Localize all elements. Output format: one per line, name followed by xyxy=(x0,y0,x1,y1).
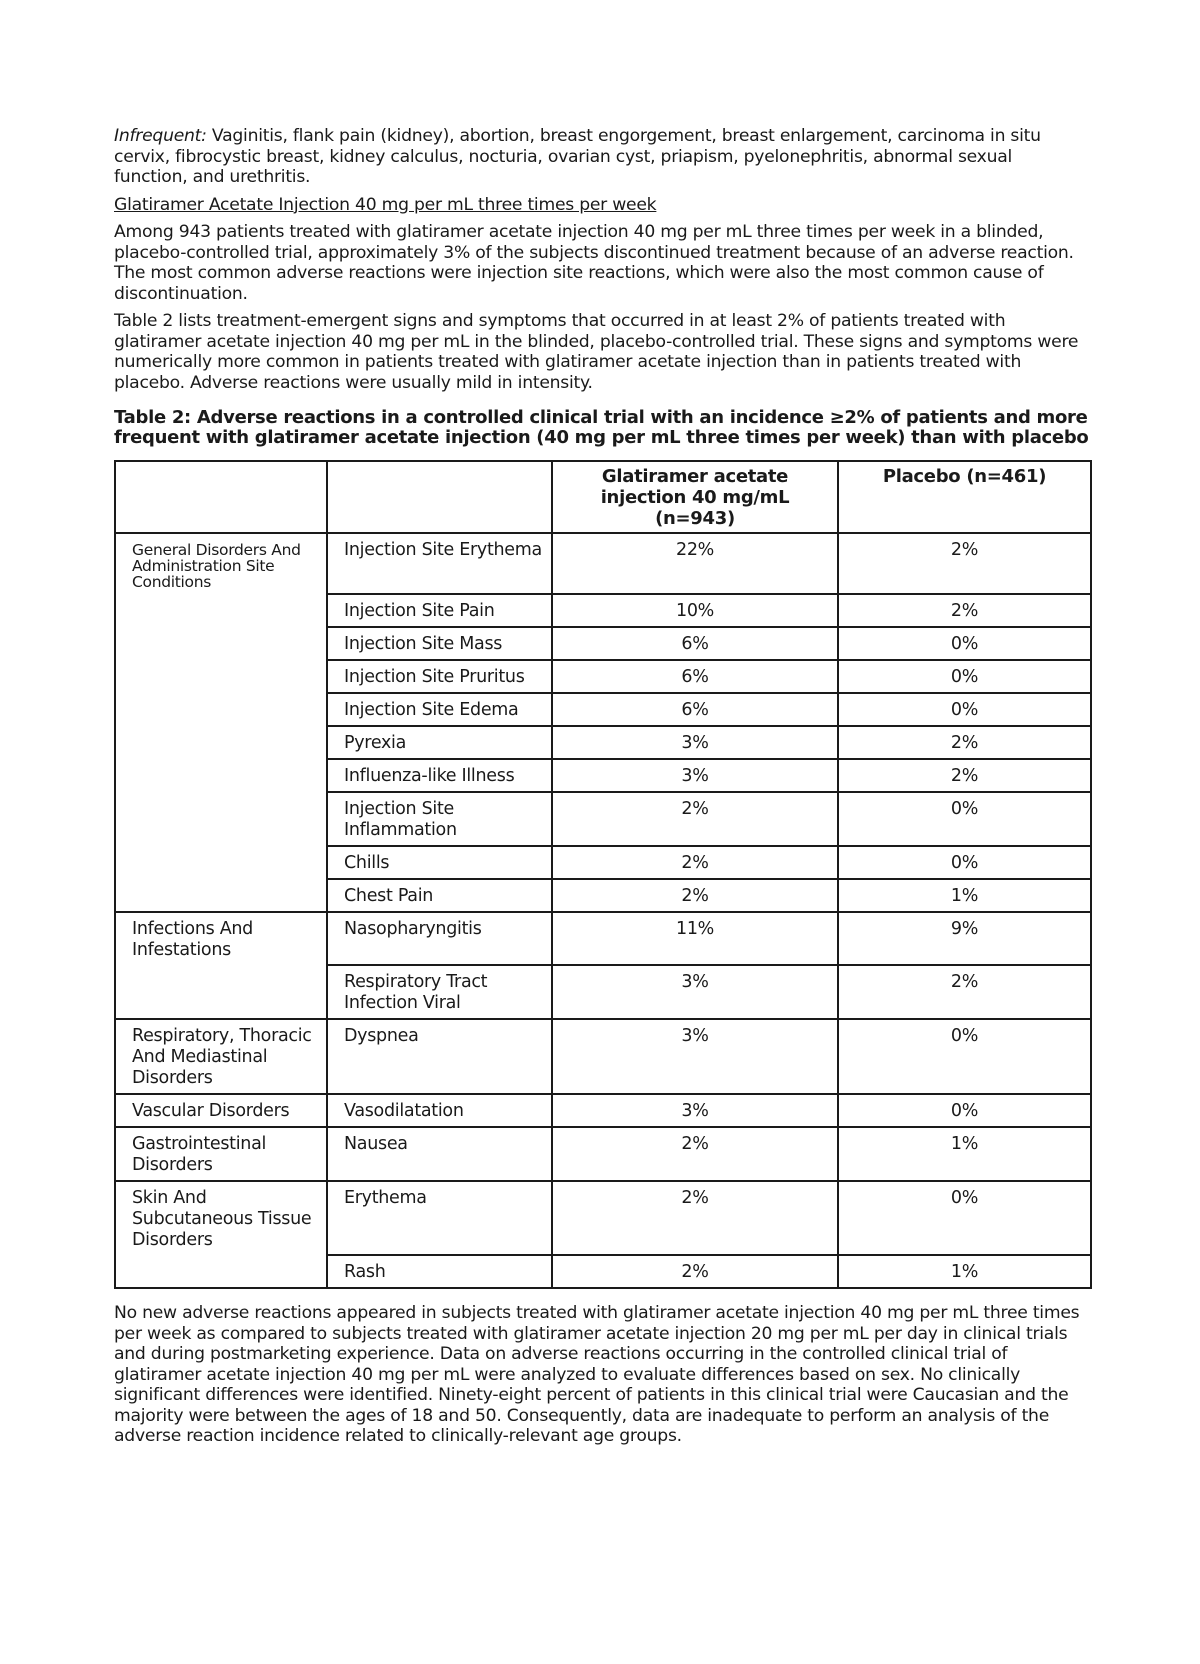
table-row xyxy=(115,660,1091,693)
table-row xyxy=(115,726,1091,759)
placebo-value: 0% xyxy=(838,1094,1091,1127)
table-row xyxy=(115,846,1091,879)
category-cell-empty xyxy=(115,965,327,1019)
reaction-cell: Nasopharyngitis xyxy=(327,912,552,965)
glatiramer-value: 3% xyxy=(552,726,838,759)
reaction-cell: Chest Pain xyxy=(327,879,552,912)
table-row xyxy=(115,1255,1091,1288)
category-cell-empty xyxy=(115,594,327,627)
infrequent-paragraph xyxy=(114,126,1090,188)
table-row xyxy=(115,1019,1091,1094)
reaction-cell: Injection Site Erythema xyxy=(327,533,552,594)
glatiramer-value: 2% xyxy=(552,1255,838,1288)
document-page xyxy=(114,126,1090,1447)
table-intro-paragraph: Table 2 lists treatment-emergent signs and symptoms that occurred in at least 2% of patients treated with glatiramer acetate injection 40 mg per mL in the blinded, placebo-controlled trial. These signs and symptoms were numerically more common in patients treated with glatiramer acetate injection than in patients treated with placebo. Adverse reactions were usually mild in intensity. xyxy=(114,311,1079,393)
glatiramer-value: 10% xyxy=(552,594,838,627)
infrequent-label: Infrequent: xyxy=(114,126,207,146)
table-row xyxy=(115,594,1091,627)
category-cell: Gastrointestinal Disorders xyxy=(115,1127,327,1181)
glatiramer-value: 2% xyxy=(552,1127,838,1181)
category-cell-empty xyxy=(115,1255,327,1288)
header-category xyxy=(115,461,327,533)
reaction-cell: Erythema xyxy=(327,1181,552,1255)
placebo-value: 2% xyxy=(838,726,1091,759)
reaction-cell: Injection Site Mass xyxy=(327,627,552,660)
table-row xyxy=(115,912,1091,965)
category-cell-empty xyxy=(115,879,327,912)
table-row xyxy=(115,1094,1091,1127)
placebo-value: 0% xyxy=(838,693,1091,726)
table-row xyxy=(115,1181,1091,1255)
placebo-value: 0% xyxy=(838,660,1091,693)
reaction-cell: Injection Site Edema xyxy=(327,693,552,726)
category-cell: Infections And Infestations xyxy=(115,912,327,965)
category-cell-empty xyxy=(115,759,327,792)
header-placebo: Placebo (n=461) xyxy=(838,461,1091,533)
adverse-reactions-table xyxy=(114,460,1092,1289)
glatiramer-value: 6% xyxy=(552,693,838,726)
header-reaction xyxy=(327,461,552,533)
glatiramer-value: 22% xyxy=(552,533,838,594)
glatiramer-value: 2% xyxy=(552,1181,838,1255)
category-cell-empty xyxy=(115,846,327,879)
glatiramer-value: 3% xyxy=(552,1019,838,1094)
table-row xyxy=(115,965,1091,1019)
table-row xyxy=(115,1127,1091,1181)
table-row xyxy=(115,627,1091,660)
infrequent-text: Vaginitis, flank pain (kidney), abortion, breast engorgement, breast enlargement, carcinoma in situ cervix, fibrocystic breast, kidney calculus, nocturia, ovarian cyst, priapism, pyelonephritis, abnormal sexual function, and urethritis. xyxy=(114,126,1041,187)
category-cell-empty xyxy=(115,792,327,846)
category-cell: Skin And Subcutaneous Tissue Disorders xyxy=(115,1181,327,1255)
reaction-cell: Injection Site Pruritus xyxy=(327,660,552,693)
table-row xyxy=(115,759,1091,792)
placebo-value: 0% xyxy=(838,627,1091,660)
placebo-value: 0% xyxy=(838,1181,1091,1255)
table-row xyxy=(115,879,1091,912)
placebo-value: 1% xyxy=(838,1255,1091,1288)
placebo-value: 0% xyxy=(838,846,1091,879)
glatiramer-value: 2% xyxy=(552,792,838,846)
glatiramer-value: 6% xyxy=(552,660,838,693)
reaction-cell: Pyrexia xyxy=(327,726,552,759)
category-cell-empty xyxy=(115,627,327,660)
conclusion-paragraph: No new adverse reactions appeared in subjects treated with glatiramer acetate injection 40 mg per mL three times per week as compared to subjects treated with glatiramer acetate injection 20 mg per mL per day in clinical trials and during postmarketing experience. Data on adverse reactions occurring in the controlled clinical trial of glatiramer acetate injection 40 mg per mL were analyzed to evaluate differences based on sex. No clinically significant differences were identified. Ninety-eight percent of patients in this clinical trial were Caucasian and the majority were between the ages of 18 and 50. Consequently, data are inadequate to perform an analysis of the adverse reaction incidence related to clinically-relevant age groups. xyxy=(114,1303,1080,1446)
table-row xyxy=(115,693,1091,726)
glatiramer-value: 3% xyxy=(552,759,838,792)
table-row xyxy=(115,792,1091,846)
placebo-value: 2% xyxy=(838,594,1091,627)
glatiramer-value: 11% xyxy=(552,912,838,965)
reaction-cell: Respiratory Tract Infection Viral xyxy=(327,965,552,1019)
table-header-row xyxy=(115,461,1091,533)
category-cell: Vascular Disorders xyxy=(115,1094,327,1127)
glatiramer-value: 3% xyxy=(552,1094,838,1127)
discontinuation-paragraph: Among 943 patients treated with glatiramer acetate injection 40 mg per mL three times per week in a blinded, placebo-controlled trial, approximately 3% of the subjects discontinued treatment because of an adverse reaction. The most common adverse reactions were injection site reactions, which were also the most common cause of discontinuation. xyxy=(114,222,1074,304)
section-heading: Glatiramer Acetate Injection 40 mg per mL three times per week xyxy=(114,194,657,215)
reaction-cell: Rash xyxy=(327,1255,552,1288)
category-cell-empty xyxy=(115,660,327,693)
category-cell-empty xyxy=(115,726,327,759)
reaction-cell: Dyspnea xyxy=(327,1019,552,1094)
table-caption: Table 2: Adverse reactions in a controlled clinical trial with an incidence ≥2% of patients and more frequent with glatiramer acetate injection (40 mg per mL three times per week) than with placebo xyxy=(114,407,1089,448)
category-cell: Respiratory, Thoracic And Mediastinal Disorders xyxy=(115,1019,327,1094)
reaction-cell: Vasodilatation xyxy=(327,1094,552,1127)
placebo-value: 0% xyxy=(838,792,1091,846)
placebo-value: 0% xyxy=(838,1019,1091,1094)
glatiramer-value: 2% xyxy=(552,879,838,912)
glatiramer-value: 2% xyxy=(552,846,838,879)
reaction-cell: Injection Site Pain xyxy=(327,594,552,627)
header-glatiramer: Glatiramer acetate injection 40 mg/mL (n=943) xyxy=(552,461,838,533)
placebo-value: 2% xyxy=(838,759,1091,792)
reaction-cell: Chills xyxy=(327,846,552,879)
placebo-value: 9% xyxy=(838,912,1091,965)
placebo-value: 2% xyxy=(838,533,1091,594)
reaction-cell: Nausea xyxy=(327,1127,552,1181)
reaction-cell: Injection Site Inflammation xyxy=(327,792,552,846)
category-cell-empty xyxy=(115,693,327,726)
category-cell: General Disorders And Administration Site Conditions xyxy=(115,533,327,594)
placebo-value: 2% xyxy=(838,965,1091,1019)
glatiramer-value: 6% xyxy=(552,627,838,660)
placebo-value: 1% xyxy=(838,1127,1091,1181)
reaction-cell: Influenza-like Illness xyxy=(327,759,552,792)
placebo-value: 1% xyxy=(838,879,1091,912)
table-row xyxy=(115,533,1091,594)
glatiramer-value: 3% xyxy=(552,965,838,1019)
